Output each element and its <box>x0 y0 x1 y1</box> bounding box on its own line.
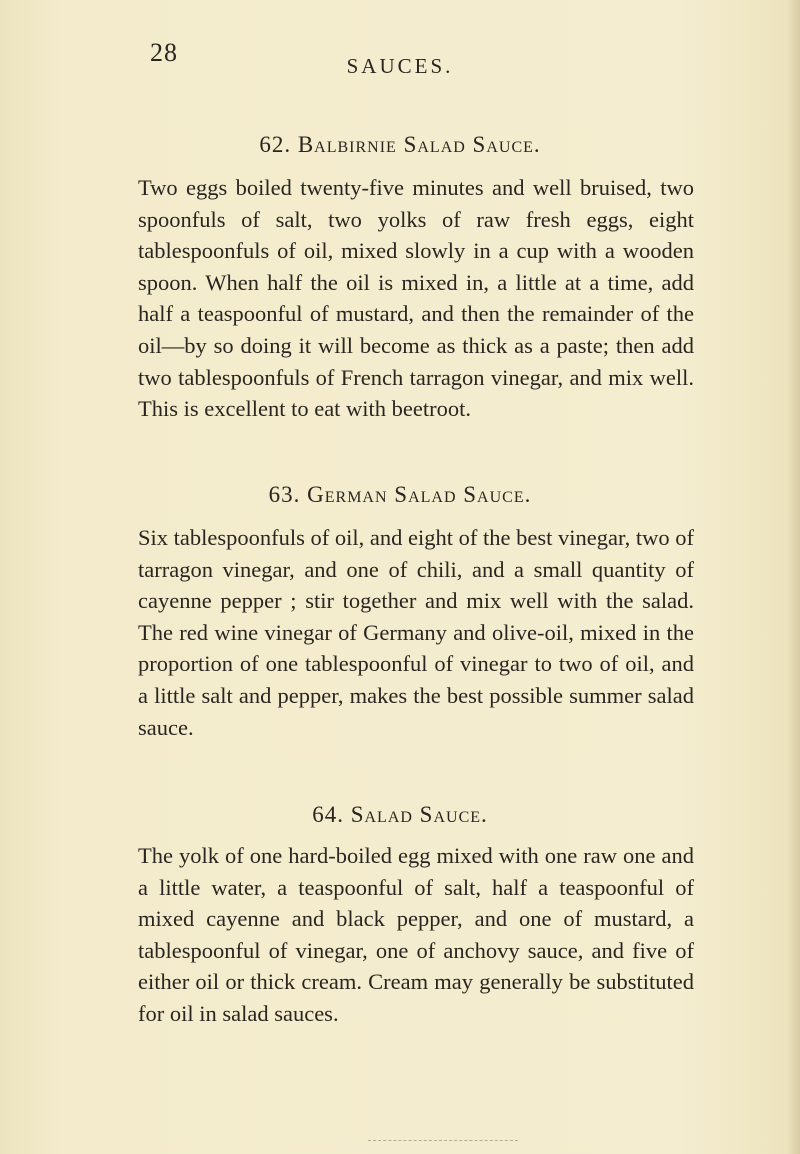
section-body-64: The yolk of one hard-boiled egg mixed with one raw one and a little water, a teaspoonful of salt, half a teaspoonful of mixed cayenne and black pepper, and one of mustard, a tablespoonful of vinegar, one of anchovy sauce, and five of either oil or thick cream. Cream may generally be substituted for oil in salad sauces. <box>138 843 694 1026</box>
section-body-63: Six tablespoonfuls of oil, and eight of the best vinegar, two of tarragon vinegar, and one of chili, and a small quantity of cayenne pepper ; stir together and mix well with the salad. The red wine vinegar of Germany and olive-oil, mixed in the proportion of one tablespoonful of vinegar to two of oil, and a little salt and pepper, makes the best possible summer salad sauce. <box>138 525 694 740</box>
section-title-64: 64. Salad Sauce. <box>312 802 488 827</box>
page-edge-shadow <box>786 0 800 1154</box>
section-title-63: 63. German Salad Sauce. <box>268 482 532 507</box>
section-title-62: 62. Balbirnie Salad Sauce. <box>259 132 541 157</box>
page-footer-rule <box>368 1140 518 1141</box>
page-number: 28 <box>150 38 178 67</box>
section-body-62: Two eggs boiled twenty-five minutes and well bruised, two spoonfuls of salt, two yolks of raw fresh eggs, eight tablespoonfuls of oil, mixed slowly in a cup with a wooden spoon. When half the oil is mixed in, a little at a time, add half a teaspoonful of mustard, and then the remainder of the oil—by so doing it will become as thick as a paste; then add two tablespoonfuls of French tarragon vinegar, and mix well. This is excellent to eat with beetroot. <box>138 175 694 422</box>
running-head: SAUCES. <box>346 54 454 78</box>
